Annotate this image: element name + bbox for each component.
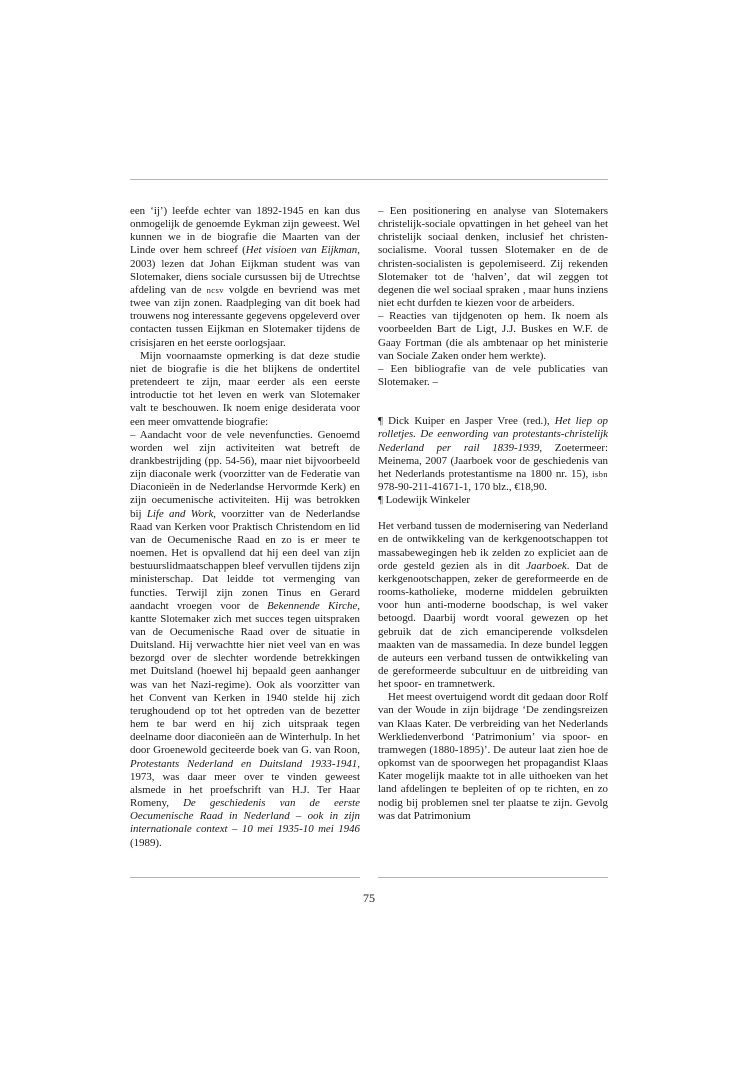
italic-text: Life and Work [146, 507, 214, 520]
paragraph [378, 520, 608, 691]
small-caps-text: ncsv [206, 284, 224, 295]
paragraph [130, 350, 360, 429]
text-run: – Aandacht voor de vele nevenfuncties. Genoemd worden wel zijn activiteiten wat betreft de drankbestrijding (pp. 54-56), maar niet bijvoorbeeld zijn diaconale werk (voorzitter van de Federatie van Diaconieën in de Nederlandse Hervormde Kerk) en zijn oecumenische activiteiten. Hij was betrokken bij [130, 428, 360, 520]
list-item [378, 205, 608, 310]
paragraph [378, 691, 608, 823]
italic-text: Protestants Nederland en Duitsland 1933-1941 [130, 757, 358, 770]
text-run: . Dat de kerkgenootschappen, zeker de gereformeerde en de rooms-katholieke, moderne middelen gebruikten voor hun anti-moderne boodschap, is wel vaker betoogd. Daarbij wordt vooral gewezen op het gebruik dat de zich emanciperende volksdelen maakten van de massamedia. In deze bundel leggen de auteurs een verband tussen de ontwikkeling van de gereformeerde subcultuur en de uitbreiding van het spoor- en tramnetwerk. [378, 559, 608, 691]
header-rule [130, 179, 608, 180]
text-run: , voorzitter van de Nederlandse Raad van Kerken voor Praktisch Christendom en lid van de Oecumenische Raad en zo is er meer te noemen. Het is opvallend dat hij een deel van zijn bestuurslidmaatschappen bleef vervullen tijdens zijn ministerschap. Dat leidde tot vermenging van functies. Terwijl zijn zonen Tinus en Gerard aandacht vroegen voor de [130, 507, 360, 612]
footer-rule-left [130, 877, 360, 878]
text-run: – Een positionering en analyse van Slotemakers christelijk-sociale opvattingen in het geheel van het christelijk sociaal denken, inclusief het christen-socialisme. Vooral tussen Slotemaker en de de christen-socialisten is gepolemiseerd. Zij rekenden Slotemaker tot de ‘halven’, dat wil zeggen tot degenen die wel sociaal spraken , maar huns inziens niet echt durfden te kiezen voor de arbeiders. [378, 205, 608, 310]
list-item [130, 429, 360, 850]
text-run: , kantte Slotemaker zich met succes tegen uitspraken van de Oecumenische Raad over de situatie in Duitsland. Hij verwachtte hier niet veel van en was bezorgd over de slechter wordende betrekkingen met Duitsland (hoewel hij bepaald geen aanhanger was van het Nazi-regime). Ook als voorzitter van het Convent van Kerken in 1940 stelde hij zich terughoudend op tot het optreden van de bezetter hem te bar werd en hij zich uitspraak tegen deelname door diaconieën aan de Winterhulp. In het door Groenewold geciteerde boek van G. van Roon, [130, 599, 361, 757]
review-book-info [378, 415, 608, 494]
text-run: (1989). [130, 836, 162, 849]
text-run: Het verband tussen de modernisering van Nederland en de ontwikkeling van de kerkgenootschappen tot massabewegingen heb ik zelden zo expliciet aan de orde gesteld gezien als in dit [378, 520, 608, 572]
text-run: een ‘ij’) leefde echter van 1892-1945 en kan dus onmogelijk de genoemde Eykman zijn geweest. Wel kunnen we in de biografie die Maarten van der Linde over hem schreef ( [130, 205, 360, 257]
list-item [378, 363, 608, 389]
text-run: – Een bibliografie van de vele publicaties van Slotemaker. – [378, 362, 608, 389]
text-run: ¶ Lodewijk Winkeler [378, 494, 471, 507]
text-run: – Reacties van tijdgenoten op hem. Ik noem als voorbeelden Bart de Ligt, J.J. Buskes en W.F. de Gaay Fortman (die als ambtenaar op het ministerie van Sociale Zaken onder hem werkte). [378, 310, 608, 362]
text-run: , Zoetermeer: Meinema, 2007 (Jaarboek voor de geschiedenis van het Nederlands protestantisme na 1800 nr. 15), [378, 441, 608, 480]
italic-text: Het liep op rolletjes. De eenwording van protestants-christelijk Nederland per rail 1839-1939 [378, 415, 608, 454]
page-number: 75 [363, 891, 375, 905]
text-run: Het meest overtuigend wordt dit gedaan door Rolf van der Woude in zijn bijdrage ‘De zendingsreizen van Klaas Kater. De verbreiding van het Nederlands Werkliedenverbond ‘Patrimonium’ via spoor- en tramwegen (1880-1895)’. De auteur laat zien hoe de opkomst van de spoorwegen het propagandist Klaas Kater mogelijk maakte tot in alle uithoeken van het land afdelingen te bepleiten of op te richten, en zo nodig bij problemen snel ter plaatse te zijn. Gevolg was dat Patrimonium [378, 691, 608, 822]
text-run: ¶ Dick Kuiper en Jasper Vree (red.), [378, 415, 555, 428]
small-caps-text: isbn [592, 468, 608, 479]
text-run: , 1973, was daar meer over te vinden geweest alsmede in het proefschrift van H.J. Ter Haar Romeny, [130, 757, 360, 810]
italic-text: Bekennende Kirche [267, 599, 358, 612]
italic-text: Jaarboek [526, 559, 567, 572]
list-item [378, 310, 608, 363]
text-run: , 2003) lezen dat Johan Eijkman student was van Slotemaker, diens sociale cursussen bij de Utrechtse afdeling van de [130, 244, 360, 296]
spacer [378, 389, 608, 415]
text-run: volgde en bevriend was met twee van zijn zonen. Raadpleging van dit boek had trouwens nog interessante gegevens opgeleverd over contacten tussen Eijkman en Slotemaker tijdens de crisisjaren en het eerste oorlogsjaar. [130, 283, 360, 349]
footer-rule-right [378, 877, 608, 878]
text-run: 978-90-211-41671-1, 170 blz., €18,90. [378, 480, 547, 493]
paragraph [130, 205, 360, 350]
right-column [378, 205, 608, 823]
text-run: Mijn voornaamste opmerking is dat deze studie niet de biografie is die het blijkens de ondertitel pretendeert te zijn, maar eerder als een eerste introductie tot het leven en werk van Slotemaker valt te beschouwen. Ik noem enige desiderata voor een meer omvattende biografie: [130, 349, 360, 428]
left-column [130, 205, 360, 850]
spacer [378, 507, 608, 520]
review-author [378, 494, 608, 507]
italic-text: Het visioen van Eijkman [245, 244, 358, 257]
italic-text: De geschiedenis van de eerste Oecumenische Raad in Nederland – ook in zijn internationale context – 10 mei 1935-10 mei 1946 [130, 797, 360, 836]
